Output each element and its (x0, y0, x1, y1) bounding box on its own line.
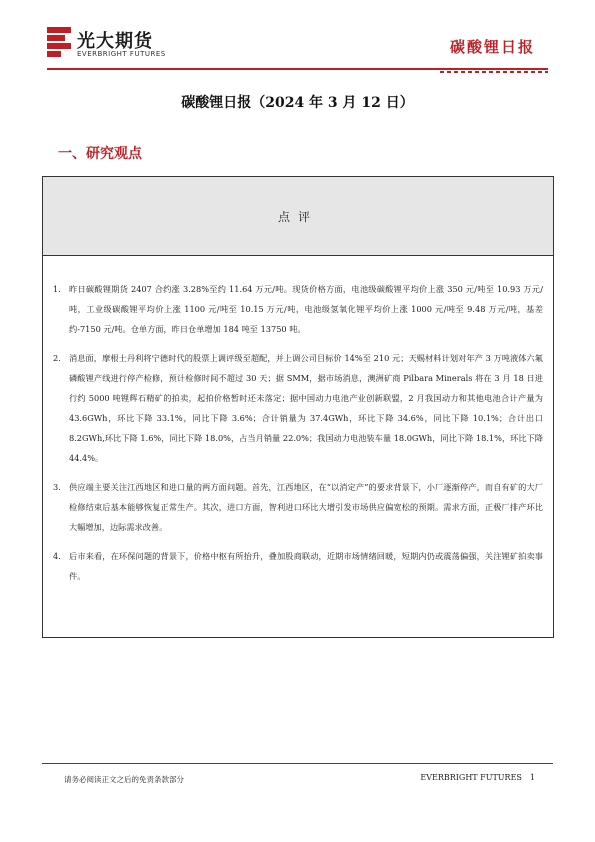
list-item-text: 供应端主要关注江西地区和进口量的两方面问题。首先，江西地区，在“以消定产”的要求背景下，小厂逐渐停产，而自有矿的大厂检修结束后基本能够恢复正常生产。其次，进口方面，智利进口环比大增引发市场供应偏宽松的预期。需求方面，正极厂排产环比大幅增加，边际需求改善。 (69, 482, 543, 532)
report-name: 碳酸锂日报 (449, 38, 535, 56)
commentary-list (53, 279, 543, 595)
list-item-number: 2. (53, 353, 61, 363)
list-item (53, 348, 543, 468)
list-item-number: 3. (53, 482, 61, 492)
company-logo (47, 25, 197, 65)
list-item (53, 546, 543, 586)
logo-english-name: EVERBRIGHT FUTURES (77, 50, 166, 58)
list-item-text: 昨日碳酸锂期货 2407 合约涨 3.28%至约 11.64 万元/吨。现货价格方面，电池级碳酸锂平均价上涨 350 元/吨至 10.93 万元/吨，工业级碳酸锂平均价上涨 1100 元/吨至 10.15 万元/吨，电池级氢氧化锂平均价上涨 1000 元/吨至 9.48 万元/吨，基差约-7150 元/吨。仓单方面，昨日仓单增加 184 吨至 13750 吨。 (69, 284, 543, 334)
footer-disclaimer: 请务必阅读正文之后的免责条款部分 (64, 775, 184, 784)
footer-info (420, 773, 535, 782)
commentary-heading: 点评 (43, 177, 553, 256)
list-item (53, 477, 543, 537)
header-dotted-divider (440, 71, 548, 73)
list-item (53, 279, 543, 339)
list-item-text: 后市来看，在环保问题的背景下，价格中枢有所抬升，叠加股商联动，近期市场情绪回暖，短期内仍或震荡偏强，关注锂矿拍卖事件。 (69, 551, 543, 581)
logo-chinese-name: 光大期货 (77, 31, 153, 52)
list-item-number: 4. (53, 551, 61, 561)
footer-divider (42, 763, 553, 764)
list-item-text: 消息面，摩根士丹利将宁德时代的股票上调评级至超配，并上调公司目标价 14%至 210 元；天赐材料计划对年产 3 万吨液体六氟磷酸锂产线进行停产检修，预计检修时间不超过 30 天；据 SMM，据市场消息，澳洲矿商 Pilbara Minerals 将在 3 月 18 日进行约 5000 吨锂辉石精矿的拍卖，起拍价格暂时还未落定；据中国动力电池产业创新联盟，2 月我国动力和其他电池合计产量为 43.6GWh，环比下降 33.1%，同比下降 3.6%；合计销量为 37.4GWh，环比下降 34.6%，同比下降 10.1%；合计出口 8.2GWh,环比下降 1.6%，同比下降 18.0%，占当月销量 22.0%；我国动力电池装车量 18.0GWh，同比下降 18.1%，环比下降 44.4%。 (69, 353, 543, 463)
document-title: 碳酸锂日报（2024 年 3 月 12 日） (181, 95, 414, 111)
section-title: 一、研究观点 (58, 146, 142, 162)
footer-company: EVERBRIGHT FUTURES (420, 773, 522, 782)
list-item-number: 1. (53, 284, 61, 294)
header-divider (47, 68, 548, 70)
commentary-box (42, 176, 554, 638)
logo-mark-icon (47, 27, 71, 57)
page-number: 1 (529, 773, 535, 782)
